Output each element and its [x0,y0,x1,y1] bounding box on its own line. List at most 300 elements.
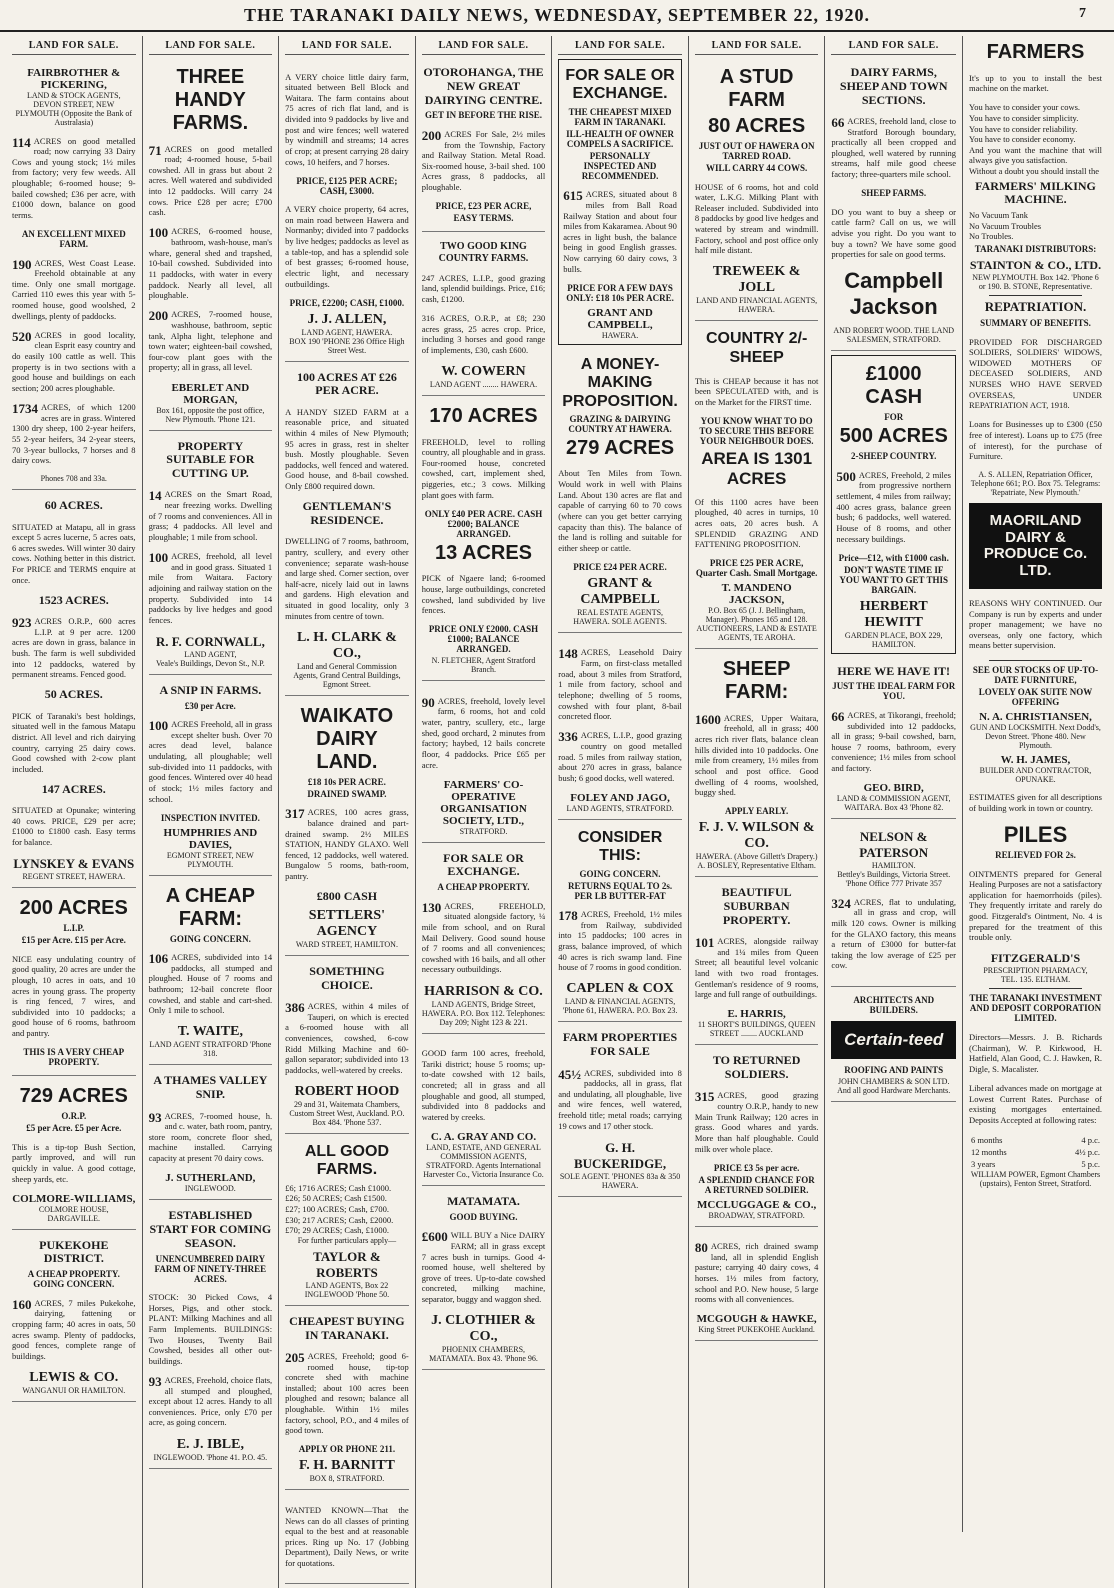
firm-name: GRANT & CAMPBELL [580,575,660,607]
ad-dairy-farms [831,59,956,351]
listing-line: £26; 50 ACRES; Cash £1500. [285,1193,387,1204]
ad-note: For further particulars apply— [297,1235,397,1245]
acreage: 100 [148,550,169,566]
ad-big: 80 ACRES [708,115,806,137]
ad-text: ACRES, good grazing country O.R.P., handy to new Main Trunk Railway; 120 acres in grass. Good whares and yards. More than half ploughable. Could milk over whole place. [694,1090,819,1154]
firm-name: T. WAITE, [177,1024,243,1040]
ad-text: ACRES, 7-roomed house, h. and c. water, bath room, pantry, store room, concrete floor shed, machine installed. Carrying capacity at present 70 dairy cows. [148,1110,273,1164]
ad-text: OINTMENTS prepared for General Healing Purposes are not a satisfactory application for haemorrhoids (piles). They frequently irritate and rarely do good. Fitzgerald's Ointment, No. 4 is prepared for the treatment of this trouble only. [969,868,1102,943]
ad-text: ACRES, of which 1200 acres are in grass. Wintered 1300 dry sheep, 100 2-year heifers, 55 2-year heifers, 34 2-year steers, 70 3-year bullocks, 7 horses and 8 dairy cows. [12,402,136,466]
ad-text: This is CHEAP because it has not been SPECULATED with, and is on the Market for the FIRST time. [694,375,819,407]
firm-name: EBERLET AND MORGAN, [171,381,250,406]
ad-title: FARM PROPERTIES FOR SALE [562,1030,678,1059]
ad-price: PRICE, £2200; CASH, £1000. [289,297,405,308]
firm-subtitle: LAND AGENT, HAWERA. [301,327,393,337]
firm-address: LAND AGENTS, Bridge Street, HAWERA. P.O. Box 112. Telephones: Day 209; Night 123 & 221. [421,999,546,1027]
acreage: 93 [148,1109,162,1125]
firm-address: LAND AND FINANCIAL AGENTS, HAWERA. [696,296,818,315]
ad-signature: WILLIAM POWER, Egmont Chambers (upstairs), Fenton Street, Stratford. [970,1169,1101,1188]
ad-clark [285,364,409,696]
firm-subtitle: PRESCRIPTION PHARMACY, [983,966,1088,976]
ad-suburban [695,879,819,1045]
ad-text: A VERY choice little dairy farm, situated between Bell Block and Waitara. The farm contains about 75 acres of rich flat land, and is divided into 9 paddocks by live and post and wire fences; well watered by windmill and streams; 14 acres of crop; at present carrying 28 dairy cows, 10 heifers, and 7 horses. [285,71,409,167]
firm-address: LAND AGENTS, Box 22 INGLEWOOD 'Phone 50. [304,1280,390,1299]
firm-address: SOLE AGENT. 'PHONES 83a & 350 HAWERA. [559,1171,681,1190]
ad-title: A MONEY-MAKING PROPOSITION. [562,355,678,410]
ad-text: WILL BUY a Nice DAIRY FARM; all in grass except 7 acres bush in turnips. Good 4-roomed house, well sheltered by grove of trees. Up-to-date cowshed concreted, milking machine, separator, buggy and waggon shed. [421,1230,546,1305]
ad-text: SITUATED at Matapu, all in grass except 5 acres lucerne, 5 acres oats, 6 acres swedes. Will winter 30 dairy cows. Nothing better in this district. For PRICE and TERMS enquire at once. [12,521,136,585]
feature-item: No Troubles. [969,231,1014,242]
ad-title: MATAMATA. [447,1193,520,1208]
ad-title: A SNIP IN FARMS. [159,682,262,697]
ad-text: FREEHOLD, level to rolling country, all ploughable and in grass. Four-roomed house, concreted cowshed, cart, implement shed, piggeries, etc.; 3 cows. Milking plant goes with farm. [421,436,546,500]
ad-farm-properties [558,1024,682,1196]
ad-text: PROVIDED FOR DISCHARGED SOLDIERS, SOLDIERS' WIDOWS, WIDOWED MOTHERS OF DECEASED SOLDIERS, AND NURSES WHO HAVE SERVED OVERSEAS, UNDER REPATRIATION ACT, 1918. [969,336,1102,411]
firm-address: King Street PUKEKOHE Auckland. [698,1325,815,1335]
acreage: 100 [148,718,169,734]
ad-big: 500 ACRES [839,425,948,448]
acreage: 615 [563,188,583,204]
ad-text: Directors—Messrs. J. B. Richards (Chairman), W. P. Kirkwood, H. Hatfield, Alan Good, C. J. Hawken, R. Digle, S. Macalister. [969,1031,1102,1074]
ad-title: SHEEP FARM: [722,658,791,704]
firm-address: BROADWAY, STRATFORD. [708,1210,805,1220]
firm-name: N. A. CHRISTIANSEN, [979,710,1092,723]
columns [6,36,962,1569]
acreage: 200 [148,308,169,324]
ad-text: ACRES, Upper Waitara, freehold, all in grass; 400 acres rich river flats, balance clean hills divided into 10 paddocks. One mile from creamery, 1½ miles from school and post office. Good dwelling of 4 rooms, woolshed, buggy shed. [694,712,819,798]
firm-address: GARDEN PLACE, BOX 229, HAMILTON. [844,630,943,649]
ad-text: GOOD farm 100 acres, freehold, Tariki district; house 5 rooms; up-to-date cowshed with 12 bails, concreted; all in grass and all ploughable and good, all stumped, subdivided into 8 paddocks and watered by creeks. [421,1048,546,1122]
acreage: 101 [694,935,715,951]
ad-subtitle: DRAINED SWAMP. [307,788,387,799]
ad-text: ACRES, West Coast Lease. Freehold obtainable at any time. Only one small mortgage. Carried 110 ewes this year with 5-roomed house, good woolshed, 2 dwellings, plenty of paddocks. [12,257,136,321]
column-2 [143,36,280,1588]
ad-title: A CHEAP FARM: [165,884,255,930]
column-heading: LAND FOR SALE. [12,38,136,55]
firm-address: COLMORE HOUSE, DARGAVILLE. [38,1204,109,1223]
table-row [969,1134,1102,1146]
firm-address: P.O. Box 65 (J. J. Bellingham, Manager). Phones 165 and 128. AUCTIONEERS, LAND & ESTATE AGENTS, TE AROHA. [696,606,817,643]
ad-king-country [422,234,546,396]
ad-text: About Ten Miles from Town. Would work in well with Plains Land. About 130 acres are flat and capable of carrying 60 to 70 cows (where can you get better carrying capacity than this). The balance of the land is rolling and suitable for either sheep or cattle. [558,468,682,553]
ad-title: REPATRIATION. [984,299,1087,315]
firm-address: N. FLETCHER, Agent Stratford Branch. [431,656,536,675]
ad-text: ACRES on good metalled road; now carrying 33 Dairy Cows and young stock; 1½ miles from factory; very few weeds. All ploughable; 6-roomed house; 9-bailed cowshed; £36 per acre, with £1000 down, balance on good terms. [12,135,136,220]
firm-name: F. J. V. WILSON & CO. [698,820,815,852]
ad-title: THREE HANDY FARMS. [172,66,249,134]
ad-note: DON'T WASTE TIME IF YOU WANT TO GET THIS BARGAIN. [839,564,948,595]
acreage: 1600 [694,711,721,727]
ad-text: ACRES Freehold, all in grass except shelter bush. Over 70 acres dead level, balance undulating, all ploughable; well sub-divided into 11 paddocks, with good fences. Wintered over 40 head of stock; 1½ miles factory and school. [148,719,273,804]
page-number: 7 [1079,6,1086,21]
ad-subtitle: UNENCUMBERED DAIRY FARM OF NINETY-THREE ACRES. [154,1253,267,1284]
ad-1000-cash [831,355,956,653]
firm-name: FOLEY AND JAGO, [570,791,670,804]
feature-item: No Vacuum Tank [969,210,1029,221]
ad-title: 200 ACRES [19,897,128,920]
ad-text: SITUATED at Opunake; wintering 40 cows. PRICE, £29 per acre; £1000 to £1800 cash. Easy terms for balance. [12,805,136,848]
firm-address: JOHN CHAMBERS & SON LTD. And all good Hardware Merchants. [837,1077,951,1096]
acreage: 66 [831,708,845,724]
table-row [969,1146,1102,1158]
ad-text: Liberal advances made on mortgage at Lowest Current Rates. Purchase of existing mortgages entertained. Deposits Accepted at following rates: [969,1082,1102,1125]
ad-subtitle: GOING CONCERN. [169,933,251,944]
ad-subtitle: FOR [884,412,904,423]
acreage: 386 [285,1000,305,1016]
firm-address: STRATFORD. [459,826,508,836]
acreage: 45½ [558,1066,582,1082]
ad-title: 147 ACRES. [41,781,106,796]
ad-waikato [285,698,409,956]
acreage: 178 [558,908,578,924]
acreage: 923 [12,615,32,631]
ad-subtitle: A CHEAP PROPERTY. [437,882,530,893]
column-5 [552,36,689,1588]
ad-text: NICE easy undulating country of good quality, 20 acres are under the plough, 10 acres in oats, and 10 acres in young grass. The property is ring fenced, 7 wires, and subdivided into 10 paddocks; a good house of 6 rooms, bathroom and pantry. [12,953,136,1039]
firm-name: R. F. CORNWALL, [155,633,265,649]
ad-all-good-farms [285,1136,409,1306]
firm-address: INGLEWOOD. [184,1184,236,1194]
firm-address: NEW PLYMOUTH. Box 142. 'Phone 6 or 190. B. STONE, Representative. [972,273,1099,292]
firm-name: T. MANDENO JACKSON, [721,582,792,607]
ad-text: This is a tip-top Bush Section, partly improved, and will run quickly in value. A good cottage, sheep yards, etc. [12,1141,136,1184]
ad-title: ESTABLISHED START FOR COMING SEASON. [149,1208,272,1250]
firm-name: GEO. BIRD, [863,782,924,795]
ad-subtitle: A SPLENDID CHANCE FOR A RETURNED SOLDIER. [698,1174,815,1195]
ad-stud-farm [695,59,819,321]
firm-name: C. A. GRAY AND CO. [430,1130,537,1143]
ad-returned-soldiers [695,1047,819,1226]
ad-foley-jago [558,635,682,820]
ad-signature: A. S. ALLEN, Repatriation Officer, Telephone 661; P.O. Box 75. Telegrams: 'Repatriate, New Plymouth.' [970,470,1101,498]
ad-price: PRICE £24 PER ACRE. [573,561,667,572]
ad-text: ACRES, within 4 miles of Tauperi, on which is erected a 6-roomed house with all conveniences, cowshed, 6-cow Ridd Milking Machine and 60-gallon separator; subdivided into 13 paddocks, well-watered by creeks. [285,1001,409,1075]
ad-text: ACRES in good locality, clean Esprit easy country and do easily 100 cattle as well. This property is in two sections with a good house and buildings on each section; 200 acres ploughable. [12,329,136,393]
acreage: 317 [285,806,305,822]
ad-farmers-coop [422,683,546,842]
ad-text: ACRES O.R.P., 600 acres L.I.P. at 9 per acre. 1200 acres are down in grass, balance in bush. The farm is well subdivided into 12 paddocks, watered by permanent streams. Fenced good. [12,616,136,680]
ad-subtitle: L.I.P. [63,923,85,934]
ad-allen [285,59,409,362]
ad-title: WAIKATO DAIRY LAND. [300,704,394,773]
ad-title: A THAMES VALLEY SNIP. [153,1073,268,1102]
ad-title: 100 ACRES AT £26 PER ACRE. [296,369,397,398]
deposit-rates-table [969,1134,1102,1170]
firm-address: LAND AGENT STRATFORD 'Phone 318. [149,1040,272,1059]
list-item: You have to consider reliability. [969,123,1078,134]
firm-name: NELSON & PATERSON [859,829,929,861]
acreage: 71 [148,142,162,158]
ad-text: ACRES, freehold land, close to Stratford Borough boundary, practically all been cropped and ploughed, well watered by running streams, half mile good cheese factory; three-quarters mile school. [831,115,956,180]
ad-price: PRICE FOR A FEW DAYS ONLY: £18 10s PER ACRE. [566,282,674,303]
firm-name: ROBERT HOOD [294,1083,400,1099]
phone: Phones 708 and 33a. [40,474,107,484]
firm-address: GUN AND LOCKSMITH. Next Dodd's, Devon Street. 'Phone 480. New Plymouth. [970,722,1101,750]
divider [989,988,1082,989]
list-item: You have to consider simplicity. [969,112,1079,123]
firm-subtitle: LAND & STOCK AGENTS, [26,91,121,100]
ad-title: PUKEKOHE DISTRICT. [39,1237,109,1266]
ad-price: PRICE ONLY £2000. CASH £1000; BALANCE ARRANGED. [428,624,539,655]
firm-address: REGENT STREET, HAWERA. [22,872,126,882]
firm-name: CAPLEN & COX [566,981,674,997]
column-heading: LAND FOR SALE. [831,38,956,55]
ad-subtitle: SUMMARY OF BENEFITS. [980,318,1091,329]
ad-established-start [149,1202,273,1468]
firm-name: FARMERS' CO-OPERATIVE ORGANISATION SOCIETY, LTD., [440,778,527,827]
column-8 [962,36,1108,1532]
ad-text: ACRES, freehold, lovely level farm, 6 rooms, hot and cold water, pantry, scullery, etc., large shed, good orchard, 2 minutes from factory; haybed, 12 bails concrete floor, 4 paddocks. Price £65 per acre. [421,695,546,770]
firm-name: HERBERT HEWITT [859,598,928,630]
firm-subtitle: HAMILTON. [871,861,916,871]
ad-text: PICK of Ngaere land; 6-roomed house, large outbuildings, concreted cowshed, land subdivided by live fences. [421,573,546,616]
divider [989,660,1082,661]
ad-text: ACRES, rich drained swamp land, all in splendid English pasture; carrying 40 dairy cows, 4 horses. 1½ miles from factory, school and P.O. New house, 5 large rooms with all conveniences. [694,1241,819,1305]
ad-text: ACRES, alongside railway and 1¼ miles from Queen Street; all beautiful level volcanic land with two road frontages. Gentleman's residence of 9 rooms, large and full range of outbuildings. [694,936,819,1000]
maoriland-dairy-logo: MAORILAND DAIRY & PRODUCE Co. LTD. [969,503,1102,589]
firm-address: REAL ESTATE AGENTS, HAWERA. SOLE AGENTS. [573,607,667,626]
column-heading: LAND FOR SALE. [285,38,409,55]
ad-subtitle: 2-SHEEP COUNTRY. [851,451,937,462]
firm-address: 29 and 31, Waitemata Chambers, Custom Street West, Auckland. P.O. Box 484. 'Phone 537. [289,1099,405,1127]
ad-text: STOCK: 30 Picked Cows, 4 Horses, Pigs, and other stock. PLANT: Milking Machines and all Farm Implements. BUILDINGS: Two Houses, Twenty Bail Cowshed, besides all other out-buildings. [148,1292,273,1366]
ad-subtitle: GRAZING & DAIRYING COUNTRY AT HAWERA. [568,413,672,434]
acreage: 148 [558,646,578,662]
ad-text: PICK of Taranaki's best holdings, situated well in the famous Matapu district. All level and rich dairying country, carrying 25 dairy cows. Good cowshed with 2-cow plant included. [12,710,136,774]
firm-name: J. SUTHERLAND, [165,1172,256,1185]
ad-text: HOUSE of 6 rooms, hot and cold water, L.K.G. Milking Plant with Releaser included. Subdivided into 8 paddocks by good live hedges and watered by stream and windmill. Factory, school and post office only half mile distant. [694,181,819,256]
certain-teed-logo: Certain-teed [831,1021,956,1060]
table-row [969,1158,1102,1170]
ad-mcgough [695,1229,819,1342]
ad-money-making [558,349,682,633]
acreage: 520 [12,328,32,344]
firm-name: HARRISON & CO. [424,983,543,999]
firm-address: LAND & FINANCIAL AGENTS, 'Phone 61, HAWERA. P.O. Box 23. [562,997,678,1016]
ad-text: ACRES, L.I.P., good grazing country on good metalled road. 5 miles from railway station, about 270 acres in grass, balance bush; 6 good docks, well watered. [558,730,682,783]
product-name: FARMERS' MILKING MACHINE. [975,178,1096,207]
ad-title: 1523 ACRES. [38,592,109,607]
acreage: 160 [12,1296,32,1312]
ad-subtitle: JUST THE IDEAL FARM FOR YOU. [832,681,956,702]
rate-cell: 4 p.c. [1081,1134,1100,1145]
ad-170-acres [422,398,546,681]
firm-address: PHOENIX CHAMBERS, MATAMATA. Box 43. 'Phone 96. [429,1345,538,1364]
acreage: 90 [421,694,435,710]
firm-name: E. HARRIS, [727,1008,786,1021]
ad-nelson-paterson [831,821,956,986]
firm-name: L. H. CLARK & CO., [296,629,397,661]
ad-text: ACRES, Freehold, 1½ miles from Railway, subdivided into 15 paddocks; 100 acres in grass, balance improved, of which 40 acres is rich swamp land. Fine house of 7 rooms in good condition. [558,909,682,973]
ad-price: PRICE £3 5s per acre. [713,1162,800,1173]
firm-name: SETTLERS' AGENCY [308,907,386,939]
ad-price: Price—£12, with £1000 cash. [838,552,949,563]
acreage: 190 [12,256,32,272]
ad-text: ESTIMATES given for all descriptions of building work in town or country. [969,792,1102,813]
ad-text: ACRES, subdivided into 8 paddocks, all in grass, flat and undulating, all ploughable, live and wire fences, well watered, freehold title; metal roads; carrying 19 cows and 17 other stock. [558,1067,682,1131]
firm-address: LAND AGENTS, STRATFORD. [566,803,674,813]
ad-subtitle: GET IN BEFORE THE RISE. [425,110,542,121]
firm-address: LAND & COMMISSION AGENT, WAITARA. Box 43 'Phone 82. [836,794,951,813]
acreage: 315 [694,1089,715,1105]
price: £600 [421,1229,448,1245]
firm-address: Bettley's Buildings, Victoria Street. 'Phone Office 777 Private 357 [837,870,951,889]
ad-here-we-have-it [831,658,956,820]
ad-subtitle: THE CHEAPEST MIXED FARM IN TARANAKI. [568,106,672,127]
ad-title: TWO GOOD KING COUNTRY FARMS. [438,241,529,264]
firm-name: W. COWERN [441,364,526,380]
ad-big: £1000 CASH [865,363,923,409]
firm-name: FITZGERALD'S [990,951,1081,966]
firm-address: HAWERA. [601,330,639,340]
firm-name: TREWEEK & JOLL [712,264,801,296]
ad-text: ACRES, 7 miles Pukekohe, dairying, fattening or cropping farm; 40 acres in oats, 50 acres swamp. Plenty of paddocks, good fences, complete range of buildings. [12,1297,136,1361]
column-heading: FARMERS [986,41,1085,63]
ad-text: ACRES, 6-roomed house, bathroom, wash-house, man's whare, general shed and trapshed, 10-bail cowshed. Subdivided into 11 paddocks, with water in every paddock. Nearly all level, all ploughable. [148,226,273,301]
firm-name: J. CLOTHIER & CO., [431,1313,536,1345]
term-cell: 12 months [971,1146,1007,1157]
firm-banner: Campbell Jackson [844,268,944,320]
column-3 [279,36,416,1588]
firm-address: WANGANUI OR HAMILTON. [22,1386,126,1396]
masthead-title: THE TARANAKI DAILY NEWS, WEDNESDAY, SEPTEMBER 22, 1920. [244,4,870,25]
ad-price: ONLY £40 PER ACRE. CASH £2000; BALANCE ARRANGED. [424,508,543,539]
ad-title: AREA IS 1301 ACRES [701,449,813,488]
acreage: 324 [831,895,851,911]
ad-subtitle: WILL CARRY 44 COWS. [705,163,808,173]
ad-text: WANTED KNOWN—That the News can do all classes of printing equal to the best and at reasonable prices. Ring up No. 17 (Jobbing Department), Daily News, or write for quotations. [285,1504,409,1569]
firm-address: WARD STREET, HAMILTON. [295,939,398,949]
list-item: You have to consider your cows. [969,102,1081,113]
ad-subtitle: JUST OUT OF HAWERA ON TARRED ROAD. [698,141,815,161]
ad-three-handy-farms [149,59,273,431]
ad-title: FOR SALE OR EXCHANGE. [443,850,524,879]
feature-item: No Vacuum Troubles [969,220,1042,231]
ad-certain-teed [831,989,956,1103]
ad-text: ACRES, situated about 8 miles from Ball Road Railway Station and about four miles from Kakaramea. About 90 acres in light bush, the balance being in good English grasses. Now carrying 60 dairy cows, 3 bulls. [563,189,677,274]
column-6 [689,36,826,1588]
column-heading: LAND FOR SALE. [422,38,546,55]
distributors-label: TARANAKI DISTRIBUTORS: [974,244,1097,255]
ad-text: ACRES, flat to undulating, all in grass and crop, will milk 120 cows. Owner is milking for the GLAXO factory, this means a return of £3000 for butter-fat taking the low average of £25 per cow. [831,896,956,971]
pitch-text: Without a doubt you should install the [969,166,1099,176]
firm-address: INGLEWOOD. 'Phone 41. P.O. 45. [153,1452,268,1462]
firm-name: STAINTON & CO., LTD. [969,258,1102,273]
ad-pukekohe [12,1232,136,1402]
ad-fairbrother [12,59,136,490]
acreage: 93 [148,1373,162,1389]
ad-729-acres [12,1078,136,1230]
term-cell: 6 months [971,1134,1003,1145]
acreage: 336 [558,729,578,745]
ad-title: COUNTRY 2/- SHEEP [705,330,808,366]
ad-cheapest-buying [285,1308,409,1491]
ad-title: GENTLEMAN'S RESIDENCE. [302,499,392,528]
ad-title: DAIRY FARMS, SHEEP AND TOWN SECTIONS. [839,65,948,107]
ad-subtitle: LOVELY OAK SUITE NOW OFFERING [978,686,1093,707]
ad-title: 13 ACRES [434,541,533,564]
acreage: 1734 [12,401,38,416]
ad-price: PRICE, £125 PER ACRE; CASH, £3000. [296,175,398,196]
ad-title: TO RETURNED SOLDIERS. [712,1053,801,1082]
firm-address: HAWERA. (Above Gillett's Drapery.) [695,852,818,862]
firm-address: LAND, ESTATE, AND GENERAL COMMISSION AGENTS, STRATFORD. Agents International Harvester Co., Victoria Insurance Co. [423,1142,544,1179]
firm-address: Veale's Buildings, Devon St., N.P. [155,658,265,668]
ad-text: 247 ACRES, L.I.P., good grazing land, splendid buildings. Price, £16; cash, £1200. [421,272,546,304]
ad-title: SOMETHING CHOICE. [309,963,385,992]
firm-address: Land and General Commission Agents, Grand Central Buildings, Egmont Street. [293,661,401,689]
ad-200-acres [12,890,136,1076]
firm-name: COLMORE-WILLIAMS, [12,1192,136,1205]
term-cell: 3 years [971,1158,996,1169]
ad-text: A VERY choice property, 64 acres, on main road between Hawera and Normanby; divided into 7 paddocks by live hedges; paddocks as level as a table-top, and has a splendid sole of best grasses; 6-roomed house, electric light, and necessary outbuildings. [285,204,409,289]
firm-name: J. J. ALLEN, [307,311,387,327]
ad-text: Loans for Businesses up to £300 (£50 free of interest). Loans up to £75 (free of interest), for the purchase of Furniture. [969,419,1102,462]
intro-text: It's up to you to install the best machine on the market. [969,72,1102,94]
ad-title: FOR SALE OR EXCHANGE. [565,67,675,103]
listing-line: £30; 217 ACRES; Cash, £2000. [285,1214,394,1225]
ad-60-acres [12,492,136,888]
rate-cell: 4½ p.c. [1074,1146,1100,1157]
ad-title: HERE WE HAVE IT! [837,663,950,678]
column-4 [416,36,553,1588]
firm-address: TEL. 135. ELTHAM. [1000,975,1071,985]
column-7 [825,36,962,1588]
ad-title: BEAUTIFUL SUBURBAN PROPERTY. [721,885,792,927]
ad-text: ACRES, Freehold, choice flats, all stumped and ploughed, except about 12 acres. Handy to all conveniences. Price, only £70 per acre, as going concern. [148,1374,273,1428]
firm-address: DEVON STREET, NEW PLYMOUTH (Opposite the Bank of Australasia) [15,100,133,127]
acreage: 200 [421,127,442,143]
ad-text: ACRES on good metalled road; 4-roomed house, 5-bail cowshed. All in grass but about 2 acres. Well watered and subdivided into 12 paddocks. Will carry 24 cows. Price £28 per acre; £700 cash. [148,143,273,218]
ad-title: A STUD FARM [719,66,794,111]
ad-note: THIS IS A VERY CHEAP PROPERTY. [23,1047,125,1068]
ad-snip-in-farms [149,677,273,876]
ad-text: ACRES, subdivided into 14 paddocks, all stumped and ploughed. House of 7 rooms and bathroom; 12-bail concrete floor cowshed, and stable and cart-shed. Only 1 mile to school. [148,952,273,1016]
ad-price: £30 per Acre. [184,700,236,711]
ad-title: THE TARANAKI INVESTMENT AND DEPOSIT CORPORATION LIMITED. [969,993,1102,1024]
ad-title: SHEEP FARMS. [861,188,927,199]
firm-name: HUMPHRIES AND DAVIES, [163,826,258,851]
acreage: 500 [836,468,856,484]
listing-line: £27; 100 ACRES; Cash, £700. [285,1203,390,1214]
ad-price: £5 per Acre. £5 per Acre. [26,1123,122,1134]
ad-title: 60 ACRES. [44,498,103,513]
firm-address: Box 161, opposite the post office, New Plymouth. 'Phone 121. [156,405,265,424]
ad-title: 729 ACRES [19,1085,128,1108]
ad-title: CHEAPEST BUYING IN TARANAKI. [289,1313,405,1342]
ad-terms: EASY TERMS. [453,213,514,224]
ad-title: AN EXCELLENT MIXED FARM. [21,229,126,249]
listing-line: £70; 29 ACRES; Cash, £1000. [285,1225,390,1236]
ad-text: REASONS WHY CONTINUED. Our Company is run by experts and under proper management; we have no overseas, only one factory, which means better supervision. [969,597,1102,651]
ad-text: ACRES on the Smart Road, near freezing works. Dwelling of 7 rooms and conveniences. All in grass; 4 paddocks. All level and ploughable; 1 mile from school. [148,489,273,542]
ad-title: OTOROHANGA, THE NEW GREAT DAIRYING CENTRE. [423,65,544,107]
ad-price: PRICE £25 PER ACRE, Quarter Cash. Small Mortgage. [695,558,818,579]
ad-title: SEE OUR STOCKS OF UP-TO-DATE FURNITURE, [972,664,1099,685]
firm-address: EGMONT STREET, NEW PLYMOUTH. [166,850,254,869]
ad-subtitle: YOU KNOW WHAT TO DO TO SECURE THIS BEFORE YOUR NEIGHBOUR DOES. [699,416,814,447]
list-item: You have to consider economy. [969,134,1076,145]
ad-consider-this [558,822,682,1023]
ad-price: £15 per Acre. £15 per Acre. [21,935,126,946]
ad-note: APPLY OR PHONE 211. [298,1444,396,1455]
ad-subtitle: GOOD BUYING. [449,1211,518,1222]
rate-cell: 5 p.c. [1081,1158,1100,1169]
divider [989,295,1082,296]
ad-text: ACRES, FREEHOLD, situated alongside factory, ¼ mile from school, and on Rural Mail Delivery. Good sound house of 7 rooms and all conveniences; cowshed with 16 bails, and all other necessary outbuildings. [421,900,546,975]
firm-name: MCGOUGH & HAWKE, [696,1313,817,1326]
ad-subtitle: RELIEVED FOR 2s. [995,850,1076,861]
